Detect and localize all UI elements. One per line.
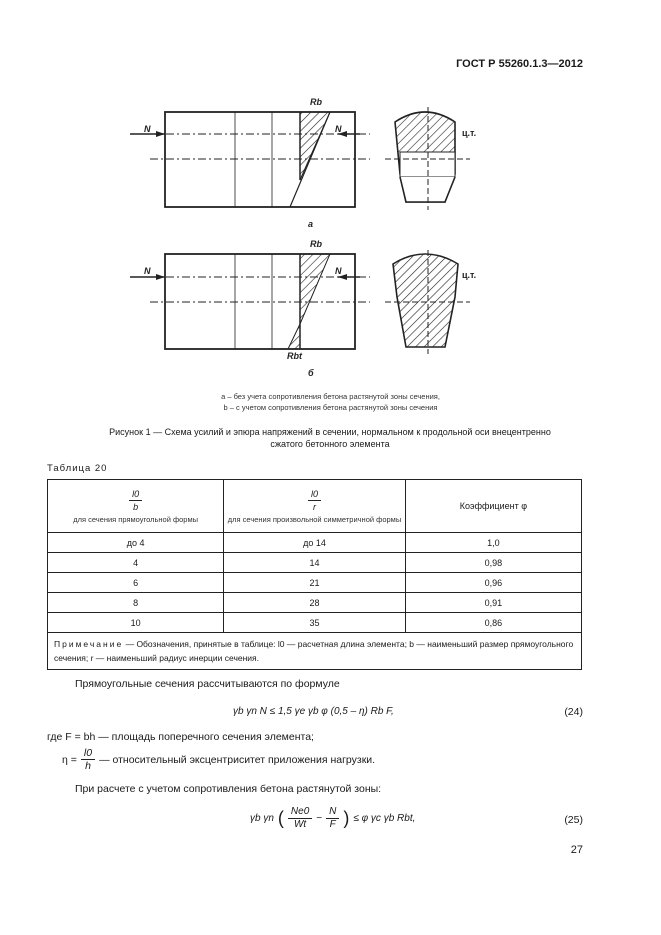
col2-note: для сечения произвольной симметричной формы [227,514,402,524]
legend-b: b – с учетом сопротивления бетона растянутой зоны сечения [223,403,438,412]
force-scheme-figure [110,92,510,382]
label-N-right-a: N [335,124,342,134]
table-note-row [48,633,582,670]
header-col1 [48,480,224,533]
coefficient-table [47,479,582,670]
table-header-row [48,480,582,533]
label-N-left-a: N [144,124,151,134]
col1-note: для сечения прямоугольной формы [73,514,199,524]
label-N-right-b: N [335,266,342,276]
diagram-b [130,250,470,354]
label-Rb-b: Rb [310,239,322,249]
table-caption: Таблица 20 [47,463,108,474]
eta-line: η = $\frac{l0}{h}$ — относительный эксцентриситет приложения нагрузки. [62,747,376,772]
standard-number: ГОСТ Р 55260.1.3—2012 [456,58,583,70]
note-head: Примечание [54,639,124,649]
header-col2 [224,480,406,533]
equation-number-24: (24) [564,706,583,718]
label-ct-b: ц.т. [462,270,477,280]
figure-caption-line1: Рисунок 1 — Схема усилий и эпюра напряжений в сечении, нормальном к продольной оси внецентренно [109,427,551,437]
legend-a: а – без учета сопротивления бетона растянутой зоны сечения, [221,392,440,401]
table-row: 4 14 0,98 [48,553,582,573]
label-a: а [308,219,314,229]
table-row: до 4 до 14 1,0 [48,533,582,553]
table-row: 6 21 0,96 [48,573,582,593]
eta-fraction: $\frac{l0}{h}$ [81,747,95,772]
col2-fraction: $\frac{l0}{r}$ [308,488,321,513]
paragraph-1: Прямоугольные сечения рассчитываются по формуле [75,678,340,690]
label-Rbt: Rbt [287,351,302,361]
paragraph-2: При расчете с учетом сопротивления бетона растянутой зоны: [75,783,382,795]
table-row: 8 28 0,91 [48,593,582,613]
where-line: где F = bh — площадь поперечного сечения элемента; [47,731,314,743]
label-Rb-a: Rb [310,97,322,107]
table-row: 10 35 0,86 [48,613,582,633]
figure-caption [60,426,600,450]
header-col3: Коэффициент φ [405,480,581,533]
diagram-a [130,107,470,210]
equation-number-25: (25) [564,814,583,826]
formula-25: γb γn ( $\frac{Ne0}{Wt}$ − $\frac{N}{F}$ ) ≤ φ γc γb Rbt, [250,806,416,830]
figure-caption-line2: сжатого бетонного элемента [270,439,390,449]
note-text: — Обозначения, принятые в таблице: l0 — расчетная длина элемента; b — наименьший размер прямоугольного сечения; r — наименьший радиус инерции сечения. [54,639,574,663]
formula-24: γb γn N ≤ 1,5 γe γb φ (0,5 – η) Rb F, [233,706,394,717]
label-ct-a: ц.т. [462,128,477,138]
label-b: б [308,368,314,378]
table-note [48,633,582,670]
label-N-left-b: N [144,266,151,276]
col1-fraction: $\frac{l0}{b}$ [129,488,142,513]
page-number: 27 [570,844,583,856]
